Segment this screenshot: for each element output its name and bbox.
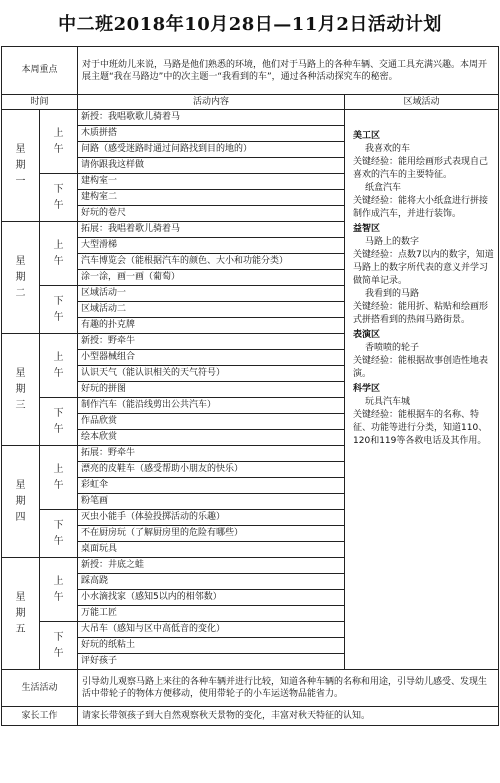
focus-label: 本周重点 (2, 47, 78, 95)
activity-item: 汽车博览会（能根据汽车的颜色、大小和功能分类） (78, 254, 345, 270)
day-label: 星 期 二 (2, 222, 40, 334)
area-text: 关键经验：能用折、粘贴和绘画形式拼搭看到的热闹马路街景。 (353, 302, 489, 325)
day-label: 星 期 五 (2, 558, 40, 670)
activity-item: 制作汽车（能沿线剪出公共汽车） (78, 398, 345, 414)
area-text: 关键经验：能用绘画形式表现自己喜欢的汽车的主要特征。 (353, 157, 489, 180)
activity-item: 拓展：野牵牛 (78, 446, 345, 462)
morning-label: 上 午 (40, 558, 78, 622)
area-text: 关键经验：能根据车的名称、特征、功能等进行分类，知道110、120和119等各救电话及其作用。 (353, 410, 488, 446)
activity-item: 新授：野牵牛 (78, 334, 345, 350)
area-name: 益智区 (353, 224, 381, 234)
day-label: 星 期 一 (2, 110, 40, 222)
afternoon-label: 下 午 (40, 510, 78, 558)
activity-item: 绘本欣赏 (78, 430, 345, 446)
activity-item: 大吊车（感知与区中高低音的变化） (78, 622, 345, 638)
activity-item: 新授：我唱歌歌儿骑着马 (78, 110, 345, 126)
day-label: 星 期 三 (2, 334, 40, 446)
afternoon-label: 下 午 (40, 286, 78, 334)
activity-item: 灭虫小能手（体验投掷活动的乐趣） (78, 510, 345, 526)
area-text: 关键经验：能根据故事创造性地表演。 (353, 356, 489, 379)
activity-item: 区域活动一 (78, 286, 345, 302)
activity-item: 好玩的纸粘土 (78, 638, 345, 654)
activity-item: 建构室一 (78, 174, 345, 190)
activity-item: 好玩的卷尺 (78, 206, 345, 222)
area-name: 美工区 (353, 131, 381, 141)
activity-item: 区域活动二 (78, 302, 345, 318)
parents-row (2, 707, 499, 726)
activity-item: 漂亮的皮鞋车（感受帮助小朋友的快乐） (78, 462, 345, 478)
activity-item: 新授：井底之蛙 (78, 558, 345, 574)
life-row (2, 670, 499, 707)
plan-table (1, 46, 499, 726)
area-name: 科学区 (353, 384, 381, 394)
area-text: 玩具汽车城 (365, 397, 411, 407)
activity-item: 评好孩子 (78, 654, 345, 670)
area-text: 纸盒汽车 (365, 183, 402, 193)
life-text: 引导幼儿观察马路上来往的各种车辆并进行比较，知道各种车辆的名称和用途，引导幼儿感受、发现生活中带轮子的物体方便移动，使用带轮子的小车运送物品能省力。 (78, 670, 499, 707)
header-area: 区域活动 (345, 95, 499, 110)
area-name: 表演区 (353, 330, 381, 340)
area-text: 马路上的数字 (365, 237, 420, 247)
activity-item: 问路（感受迷路时通过问路找到目的地的） (78, 142, 345, 158)
activity-item: 作品欣赏 (78, 414, 345, 430)
area-text: 香喷喷的轮子 (365, 343, 420, 353)
activity-item: 小水滴找家（感知5以内的相邻数） (78, 590, 345, 606)
area-text: 我看到的马路 (365, 289, 420, 299)
afternoon-label: 下 午 (40, 174, 78, 222)
morning-label: 上 午 (40, 222, 78, 286)
header-content: 活动内容 (78, 95, 345, 110)
header-time: 时间 (2, 95, 78, 110)
afternoon-label: 下 午 (40, 622, 78, 670)
activity-item: 桌面玩具 (78, 542, 345, 558)
page-title: 中二班2018年10月28日—11月2日活动计划 (58, 14, 442, 35)
activity-item: 好玩的拼图 (78, 382, 345, 398)
activity-item: 踩高跷 (78, 574, 345, 590)
activity-item: 有趣的扑克牌 (78, 318, 345, 334)
activity-item: 拓展：我唱着歌儿骑着马 (78, 222, 345, 238)
activity-item: 万能工匠 (78, 606, 345, 622)
life-label: 生活活动 (2, 670, 78, 707)
area-text: 关键经验：点数7以内的数字，知道马路上的数字所代表的意义并学习做简单记录。 (353, 250, 494, 286)
activity-item: 大型滑梯 (78, 238, 345, 254)
area-activities (345, 110, 499, 670)
morning-label: 上 午 (40, 334, 78, 398)
morning-label: 上 午 (40, 446, 78, 510)
area-text: 关键经验：能将大小纸盒进行拼接制作成汽车，并进行装饰。 (353, 196, 489, 219)
activity-item: 认识天气（能认识相关的天气符号） (78, 366, 345, 382)
area-text: 我喜欢的车 (365, 144, 411, 154)
activity-item: 请你跟我这样做 (78, 158, 345, 174)
activity-item: 不在厨房玩（了解厨房里的危险有哪些） (78, 526, 345, 542)
activity-item: 建构室二 (78, 190, 345, 206)
activity-item: 木质拼搭 (78, 126, 345, 142)
activity-item: 粉笔画 (78, 494, 345, 510)
table-row (2, 110, 499, 126)
header-row (2, 95, 499, 110)
activity-item: 小型器械组合 (78, 350, 345, 366)
parents-text: 请家长带领孩子到大自然观察秋天景物的变化，丰富对秋天特征的认知。 (78, 707, 499, 726)
parents-label: 家长工作 (2, 707, 78, 726)
day-label: 星 期 四 (2, 446, 40, 558)
afternoon-label: 下 午 (40, 398, 78, 446)
morning-label: 上 午 (40, 110, 78, 174)
focus-row (2, 47, 499, 95)
focus-text: 对于中班幼儿来说，马路是他们熟悉的环境，他们对于马路上的各种车辆、交通工具充满兴趣。本周开展主题“我在马路边”中的次主题一“我看到的车”，通过各种活动探究车的秘密。 (78, 47, 499, 95)
activity-item: 涂一涂，画一画（葡萄） (78, 270, 345, 286)
activity-item: 彩虹伞 (78, 478, 345, 494)
